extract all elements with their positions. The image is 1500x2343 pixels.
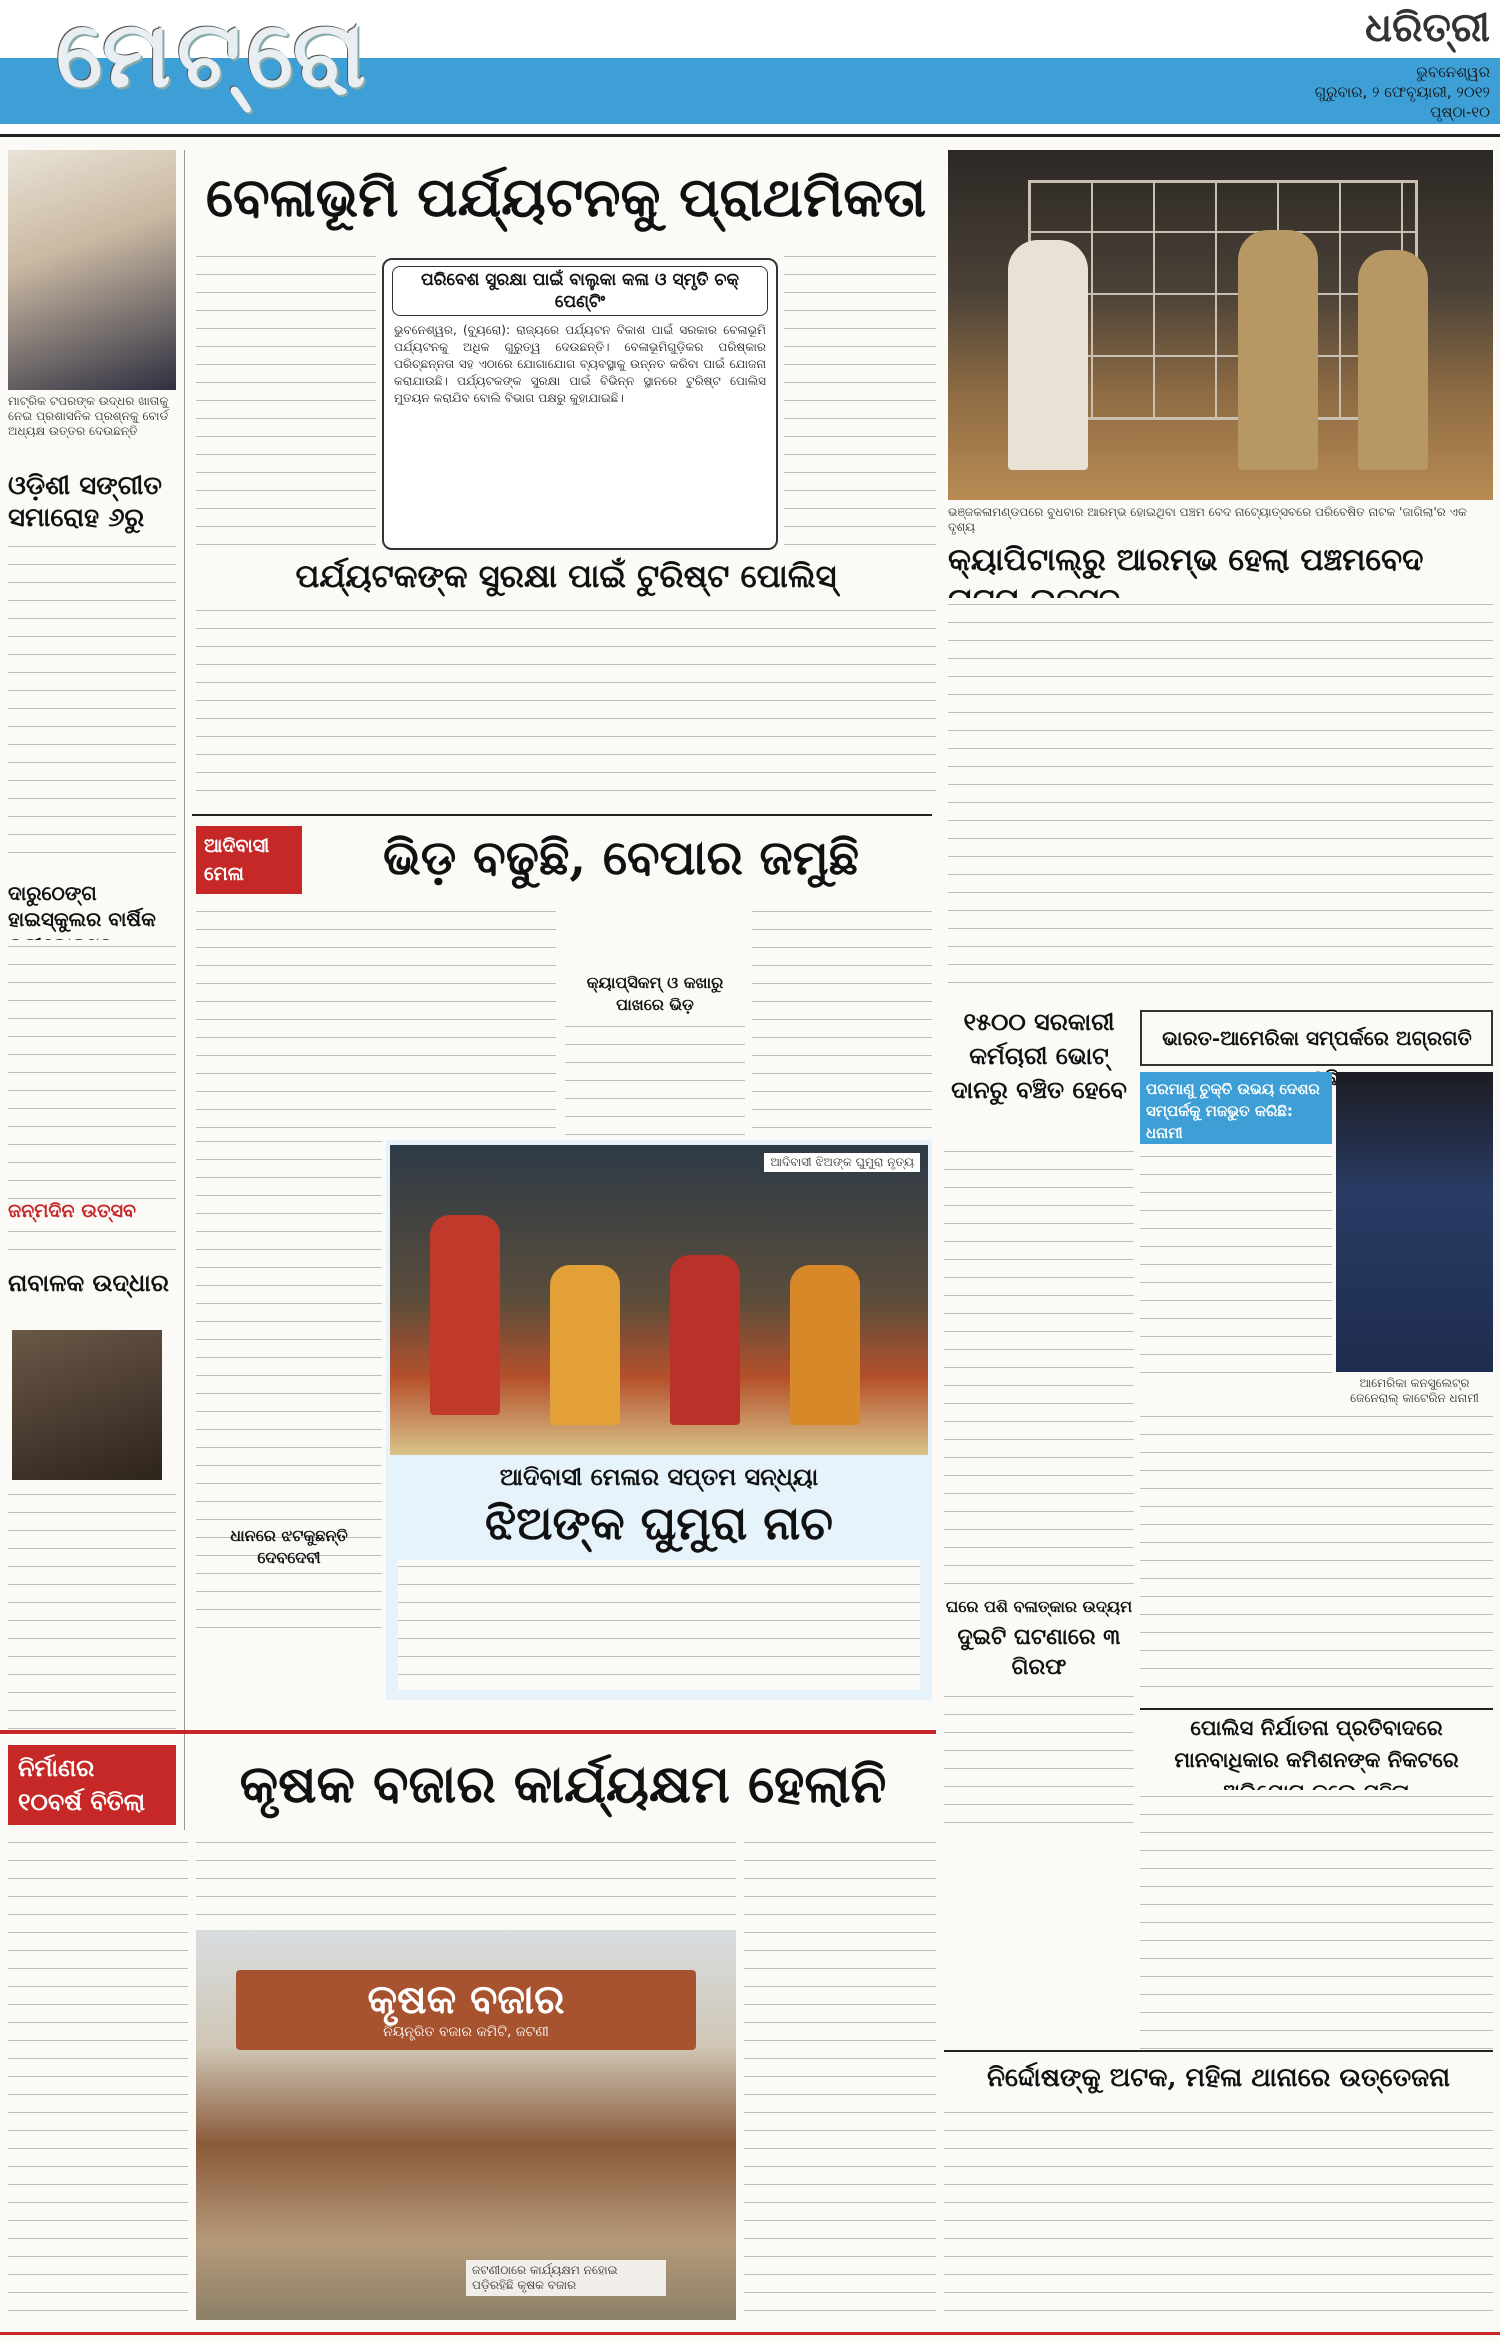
mela-tag-line1: ଆଦିବାସୀ — [204, 835, 270, 857]
actor-figure — [1008, 240, 1088, 470]
masthead-page: ପୃଷ୍ଠା-୧୦ — [1430, 103, 1490, 121]
actor-figure — [1358, 250, 1428, 470]
market-photo — [196, 1930, 736, 2320]
market-caption: ଜଟଣୀଠାରେ କାର୍ଯ୍ୟକ୍ଷମ ନହୋଇ ପଡ଼ିରହିଛି କୃଷକ ବଜାର — [466, 2260, 666, 2296]
drama-caption: ଭଞ୍ଜକଳାମଣ୍ଡପରେ ବୁଧବାର ଆରମ୍ଭ ହୋଇଥିବା ପଞ୍ଚମ ବେଦ ନାଟ୍ୟୋତ୍ସବରେ ପରିବେଷିତ ନାଟକ 'ଜାଗିଲା'ର ଏକ ଦୃଶ୍ୟ — [948, 505, 1467, 534]
box-text: ଭୁବନେଶ୍ୱର, (ବ୍ୟୁରୋ): ରାଜ୍ୟରେ ପର୍ଯ୍ୟଟନ ବିକାଶ ପାଇଁ ସରକାର ବେଳାଭୂମି ପର୍ଯ୍ୟଟନକୁ ଅଧିକ ଗୁରୁତ୍ୱ ଦେଉଛନ୍ତି। ବେଳାଭୂମିଗୁଡ଼ିକର ପରିଷ୍କାର ପରିଚ୍ଛନ୍ନତା ସହ ଏଠାରେ ଯୋଗାଯୋଗ ବ୍ୟବସ୍ଥାକୁ ଉନ୍ନତ କରିବା ପାଇଁ ଯୋଜନା କରାଯାଉଛି। ପର୍ଯ୍ୟଟକଙ୍କ ସୁରକ୍ଷା ପାଇଁ ବିଭିନ୍ନ ସ୍ଥାନରେ ଟୁରିଷ୍ଟ ପୋଲିସ ମୁତୟନ କରାଯିବ ବୋଲି ବିଭାଗ ପକ୍ଷରୁ କୁହାଯାଇଛି। — [394, 323, 766, 405]
newspaper-logo: ଧରିତ୍ରୀ — [1365, 4, 1490, 51]
votes-sub-text — [944, 1690, 1134, 1830]
consul-photo — [1336, 1072, 1493, 1372]
pull-quote: ପରମାଣୁ ଚୁକ୍ତି ଉଭୟ ଦେଶର ସମ୍ପର୍କକୁ ମଜଭୁତ କରିଛି: ଧନାମୀ — [1140, 1072, 1332, 1144]
child-photo — [12, 1330, 162, 1480]
mela-feature-text — [398, 1560, 920, 1690]
arrest-headline: ନିର୍ଦ୍ଦୋଷଙ୍କୁ ଅଟକ, ମହିଳା ଥାନାରେ ଉତ୍ତେଜନା — [986, 2063, 1450, 2093]
mela-headline2: ଝିଅଙ୍କ ଘୁମୁରା ନାଚ — [485, 1496, 833, 1550]
divider — [0, 134, 1500, 137]
market-tag-line2: ୧୦ବର୍ଷ ବିତିଲା — [18, 1787, 146, 1816]
drama-headline: କ୍ୟାପିଟାଲ୍‌ରୁ ଆରମ୍ଭ ହେଲା ପଞ୍ଚମବେଦ — [948, 542, 1424, 578]
indo-us-headline: ଭାରତ-ଆମେରିକା ସମ୍ପର୍କରେ ଅଗ୍ରଗତି — [1162, 1026, 1472, 1050]
actor-figure — [1238, 230, 1318, 470]
indo-us-text2 — [1140, 1410, 1493, 1700]
lead-subtext — [196, 604, 936, 804]
masthead-city: ଭୁବନେଶ୍ୱର — [1416, 63, 1490, 81]
mela-text3 — [752, 905, 932, 1135]
indo-us-text — [1140, 1150, 1332, 1376]
lead-headline: ବେଳାଭୂମି ପର୍ଯ୍ୟଟନକୁ ପ୍ରାଥମିକତା — [205, 165, 927, 229]
divider — [944, 2050, 1493, 2052]
headline-sports: ଦାରୁଠେଙ୍ଗ ହାଇସ୍କୁଲର ବାର୍ଷିକ — [8, 881, 156, 931]
votes-sub: ଘରେ ପଶି ବଳାତ୍କାର ଉଦ୍ୟମ — [945, 1597, 1133, 1616]
masthead-date: ଗୁରୁବାର, ୨ ଫେବୃୟାରୀ, ୨୦୧୨ — [1314, 83, 1490, 101]
mela-sub2: ଧାନରେ ଝଟକୁଛନ୍ତି ଦେବଦେବୀ — [230, 1526, 348, 1567]
lead-text-col1 — [196, 250, 376, 550]
mela-tag-line2: ମେଳା — [204, 863, 244, 885]
mela-text — [196, 905, 556, 1135]
market-tag-line1: ନିର୍ମାଣର — [18, 1753, 95, 1782]
votes-sub2: ଦୁଇଟି ଘଟଣାରେ ୩ ଗିରଫ — [957, 1624, 1121, 1680]
subhead-red: ଜନ୍ମଦିନ ଉତ୍ସବ — [8, 1200, 136, 1222]
drama-photo — [948, 150, 1493, 500]
market-text3 — [744, 1836, 936, 2326]
dance-photo-label: ଆଦିବାସୀ ଝିଅଙ୍କ ଘୁମୁରା ନୃତ୍ୟ — [764, 1153, 920, 1172]
dancer-figure — [430, 1215, 500, 1415]
lead-text-col3 — [784, 250, 936, 550]
portrait-photo — [8, 150, 176, 390]
divider — [192, 814, 932, 816]
market-tag — [8, 1745, 176, 1825]
dancer-figure — [790, 1265, 860, 1425]
market-sign-sub: ନିୟନ୍ତ୍ରିତ ବଜାର କମିଟି, ଜଟଣୀ — [383, 2024, 549, 2040]
mela-kicker: ଆଦିବାସୀ ମେଳାର ସପ୍ତମ ସନ୍ଧ୍ୟା — [499, 1462, 819, 1491]
footer-rule — [0, 2332, 1500, 2335]
drama-text — [948, 598, 1493, 998]
section-title: ମେଟ୍ରୋ — [56, 0, 372, 108]
police-text — [1140, 1790, 1493, 2050]
dance-photo — [390, 1145, 928, 1455]
article-odissi-text — [8, 540, 176, 870]
votes-headline: ୧୫୦୦ ସରକାରୀ କର୍ମଚାରୀ ଭୋଟ୍ ଦାନରୁ ବଞ୍ଚିତ ହେବେ — [951, 1007, 1127, 1104]
mela-text2 — [565, 1020, 745, 1138]
headline-odissi: ଓଡ଼ିଶୀ ସଙ୍ଗୀତ ସମାରୋହ ୬ରୁ — [8, 471, 162, 533]
divider — [1140, 1708, 1493, 1710]
divider — [184, 150, 185, 1830]
photo-caption: ମାଟ୍ରିକ ଟପରଙ୍କ ଉଦ୍ଧର ଖାତାକୁ ନେଇ ପ୍ରଶାସନିକ ପ୍ରଶ୍ନକୁ ବୋର୍ଡ ଅଧ୍ୟକ୍ଷ ଉତ୍ତର ଦେଉଛନ୍ତି — [8, 394, 169, 438]
masthead-info — [1315, 62, 1490, 122]
mela-tag — [196, 826, 302, 894]
dancer-figure — [550, 1265, 620, 1425]
box-title: ପରିବେଶ ସୁରକ୍ଷା ପାଇଁ ବାଲୁକା କଳା ଓ ସ୍ମୃତି ଚକ୍ ପେଣ୍ଟିଂ — [392, 266, 768, 316]
mela-sub1: କ୍ୟାପ୍‌ସିକମ୍ ଓ କଖାରୁ ପାଖରେ ଭିଡ଼ — [586, 973, 724, 1014]
police-headline: ପୋଲିସ ନିର୍ଯାତନା ପ୍ରତିବାଦରେ ମାନବାଧିକାର କମିଶନଙ୍କ ନିକଟରେ — [1174, 1715, 1459, 1772]
market-sign: କୃଷକ ବଜାର — [367, 1976, 565, 2023]
market-text — [8, 1836, 188, 2326]
arrest-text — [944, 2106, 1493, 2326]
divider — [0, 1730, 936, 1734]
dancer-figure — [670, 1255, 740, 1425]
mela-headline: ଭିଡ଼ ବଢୁଛି, ବେପାର ଜମୁଛି — [382, 830, 860, 886]
article-sports-text — [8, 940, 176, 1200]
votes-text — [944, 1145, 1134, 1585]
lead-subheadline: ପର୍ଯ୍ୟଟକଙ୍କ ସୁରକ୍ଷା ପାଇଁ ଟୁରିଷ୍ଟ ପୋଲିସ୍ — [295, 557, 837, 595]
article-text — [8, 1225, 176, 1260]
lead-box — [382, 258, 778, 550]
consul-caption: ଆମେରିକା କନସୁଲେଟ୍‌ର ଜେନେରାଲ୍ କାଟେରିନ ଧନାମୀ — [1350, 1376, 1479, 1405]
headline-rescue: ନାବାଳକ ଉଦ୍ଧାର — [8, 1268, 169, 1297]
market-text2 — [196, 1836, 736, 1926]
market-headline: କୃଷକ ବଜାର କାର୍ଯ୍ୟକ୍ଷମ ହେଲାନି — [239, 1754, 887, 1815]
